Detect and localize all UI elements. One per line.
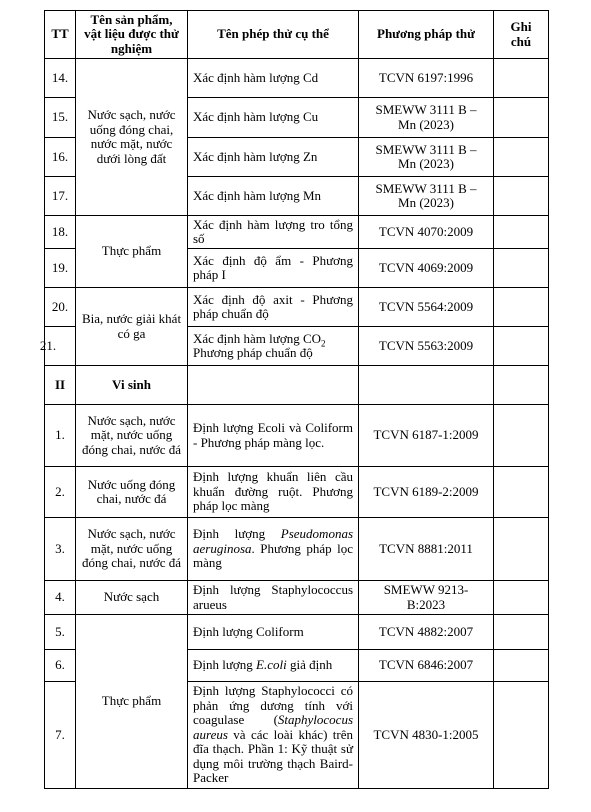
test-name-text: Định lượng [193,657,253,673]
test-method-text: SMEWW 3111 B – Mn (2023) [375,102,477,132]
row-number: 20. [45,288,76,327]
test-name-text: Định lượng Staphylococci có phản ứng dương tính với coagulase ( [193,683,353,728]
row-number: 5. [45,615,76,650]
note-cell [494,518,549,581]
row-number: 14. [45,59,76,98]
product-name: Thực phẩm [76,615,188,789]
test-name [188,682,359,789]
header-tt: TT [45,11,76,59]
note-cell [494,581,549,615]
test-name-text: . Phương pháp lọc màng [193,540,353,571]
test-name-text: Định lượng [193,526,266,542]
note-cell [494,682,549,789]
product-name: Bia, nước giải khát có ga [76,288,188,366]
test-name-text: Xác định hàm lượng CO [193,330,322,346]
test-name: Xác định độ ẩm - Phương pháp I [188,249,359,288]
test-name [188,518,359,581]
test-name [188,327,359,366]
test-name: Xác định hàm lượng Mn [188,177,359,216]
header-note-label: Ghi chú [510,19,532,49]
test-method-text: TCVN 5563:2009 [378,337,474,353]
test-method-text: TCVN 6197:1996 [378,69,474,85]
row-number: 2. [45,467,76,518]
test-method-text: SMEWW 9213-B:2023 [383,582,469,612]
test-method [359,216,494,249]
test-method-text: TCVN 8881:2011 [379,540,473,556]
row-number: 18. [45,216,76,249]
test-method-text: SMEWW 3111 B – Mn (2023) [375,180,477,210]
test-name: Xác định hàm lượng tro tổng số [188,216,359,249]
test-method [359,467,494,518]
header-method: Phương pháp thử [359,11,494,59]
header-note [494,11,549,59]
test-method-text: TCVN 4882:2007 [378,623,474,639]
row-number: 19. [45,249,76,288]
test-method [359,59,494,98]
test-name-text: và các loài khác) trên đĩa thạch. Phần 1: Kỹ thuật sử dụng môi trường thạch Baird-Packer [193,726,354,786]
table-header-row [45,11,549,59]
test-method [359,405,494,467]
test-method-text: TCVN 4069:2009 [378,259,474,275]
test-name: Xác định hàm lượng Zn [188,138,359,177]
table-row [45,59,549,98]
row-number-text: 21. [39,337,57,353]
test-name-text: Phương pháp chuẩn độ [193,345,313,360]
note-cell [494,177,549,216]
test-method [359,518,494,581]
note-cell [494,405,549,467]
subscript-text: 2 [321,338,326,349]
species-name-italic: E.coli [256,657,287,673]
test-method-text: TCVN 5564:2009 [378,298,474,314]
row-number: 7. [45,682,76,789]
table-row [45,405,549,467]
test-method-text: TCVN 6187-1:2009 [373,427,479,443]
test-name: Định lượng Coliform [188,615,359,650]
species-name-italic: Staphylococus aureus [193,712,353,742]
test-name: Định lượng Ecoli và Coliform - Phương pháp màng lọc. [188,405,359,467]
note-cell [494,59,549,98]
test-method [359,288,494,327]
test-name: Xác định độ axit - Phương pháp chuẩn độ [188,288,359,327]
note-cell [494,650,549,682]
test-method [359,366,494,405]
test-method [359,327,494,366]
note-cell [494,366,549,405]
test-method [359,581,494,615]
row-number: 3. [45,518,76,581]
product-name: Nước sạch [76,581,188,615]
species-name-italic: Pseudomonas aeruginosa [193,526,353,556]
test-name: Định lượng khuẩn liên cầu khuẩn đường ruột. Phương pháp lọc màng [188,467,359,518]
test-method [359,249,494,288]
test-method-text: TCVN 4070:2009 [378,223,474,239]
note-cell [494,138,549,177]
row-number: 15. [45,98,76,138]
note-cell [494,216,549,249]
test-method [359,177,494,216]
note-cell [494,615,549,650]
table-row [45,288,549,327]
note-cell [494,327,549,366]
product-name: Nước sạch, nước mặt, nước uống đóng chai, nước đá [76,518,188,581]
test-method-text: SMEWW 3111 B – Mn (2023) [375,141,477,171]
note-cell [494,249,549,288]
note-cell [494,288,549,327]
note-cell [494,98,549,138]
section-title: Vi sinh [76,366,188,405]
product-name: Nước sạch, nước mặt, nước uống đóng chai, nước đá [76,405,188,467]
section-number: II [45,366,76,405]
row-number: 1. [45,405,76,467]
table-row [45,467,549,518]
table-row [45,518,549,581]
test-method [359,615,494,650]
note-cell [494,467,549,518]
row-number: 6. [45,650,76,682]
test-name: Định lượng Staphylococcus arueus [188,581,359,615]
header-product: Tên sản phẩm, vật liệu được thử nghiệm [76,11,188,59]
product-name: Nước uống đóng chai, nước đá [76,467,188,518]
test-method-text: TCVN 6189-2:2009 [373,483,479,499]
table-row [45,216,549,249]
test-method [359,650,494,682]
test-name [188,650,359,682]
row-number [39,327,76,366]
test-method-text: TCVN 4830-1:2005 [373,726,479,742]
test-scope-table [39,10,549,789]
table-row [45,581,549,615]
test-method-text: TCVN 6846:2007 [378,657,474,673]
product-name: Thực phẩm [76,216,188,288]
test-name: Xác định hàm lượng Cd [188,59,359,98]
row-number: 17. [45,177,76,216]
test-name-text: giả định [289,657,333,673]
header-test-name: Tên phép thử cụ thể [188,11,359,59]
test-name [188,366,359,405]
section-row [45,366,549,405]
table-row [45,615,549,650]
test-method [359,138,494,177]
row-number: 4. [45,581,76,615]
product-name: Nước sạch, nước uống đóng chai, nước mặt, nước dưới lòng đất [76,59,188,216]
row-number: 16. [45,138,76,177]
test-name: Xác định hàm lượng Cu [188,98,359,138]
test-method [359,682,494,789]
test-method [359,98,494,138]
